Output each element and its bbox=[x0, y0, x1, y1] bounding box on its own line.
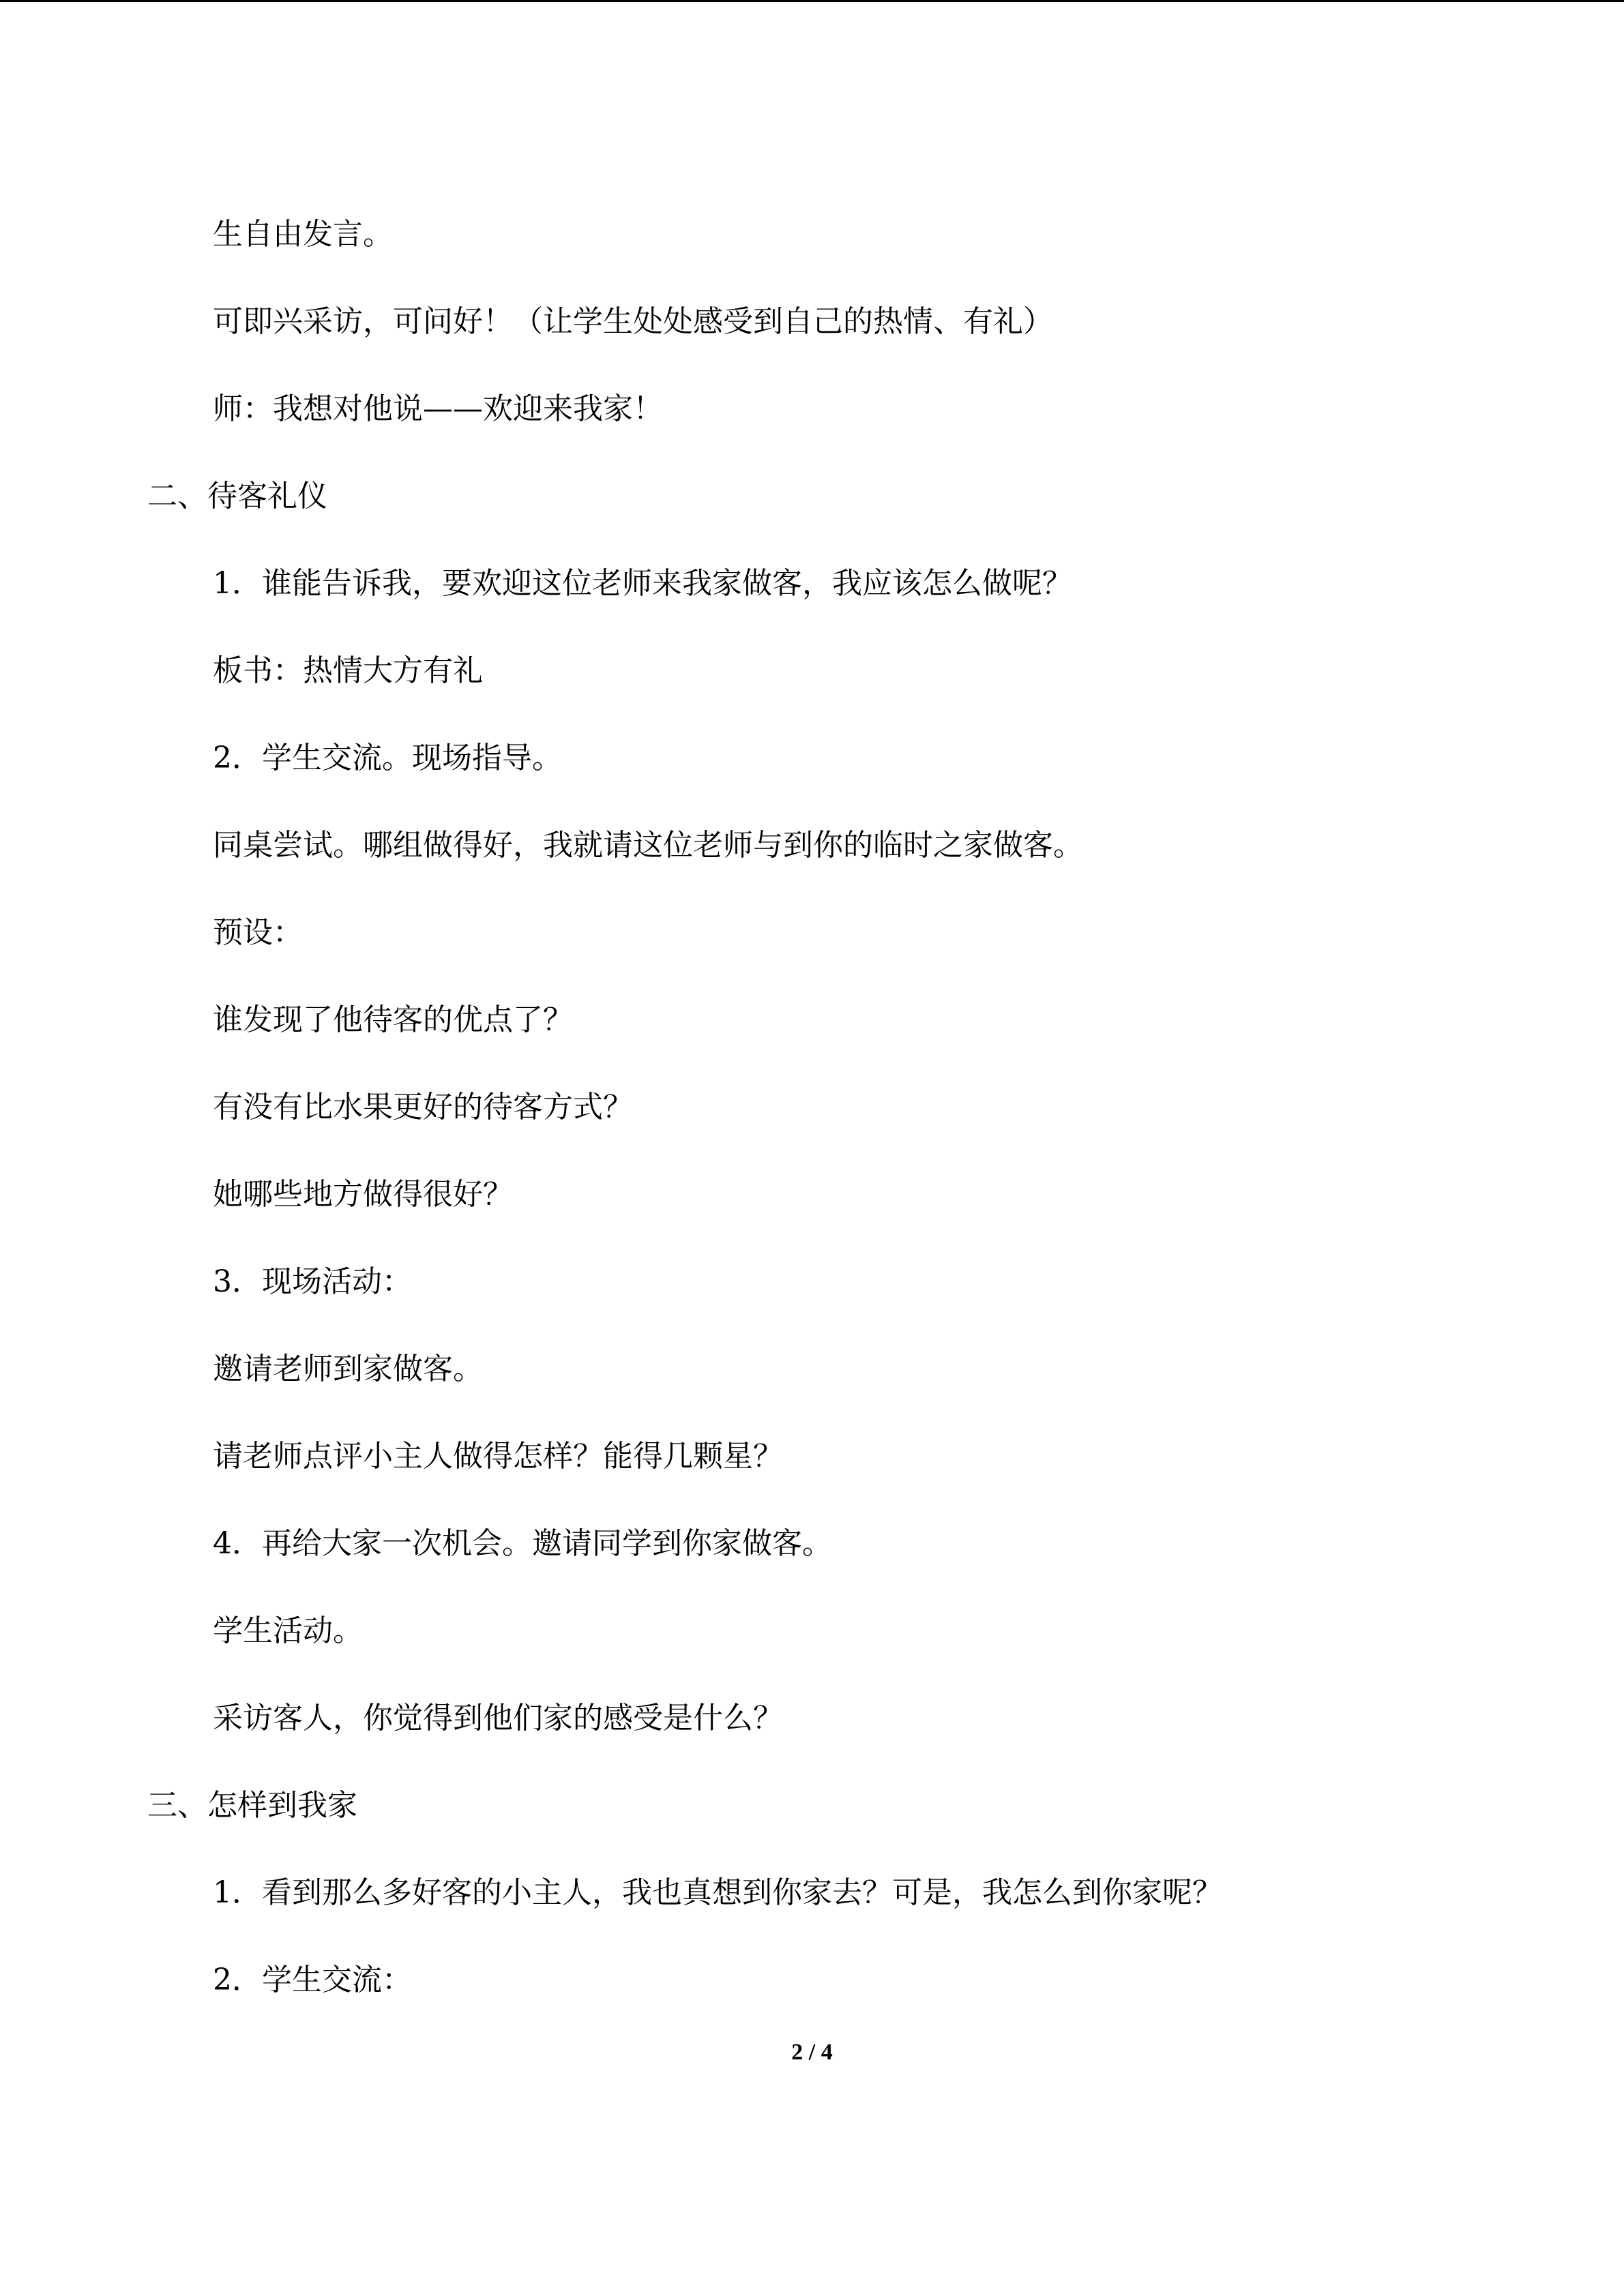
paragraph: 板书：热情大方有礼 bbox=[213, 653, 483, 688]
paragraph: 采访客人，你觉得到他们家的感受是什么？ bbox=[213, 1701, 783, 1735]
paragraph: 4．再给大家一次机会。邀请同学到你家做客。 bbox=[213, 1526, 832, 1561]
paragraph: 1．看到那么多好客的小主人，我也真想到你家去？可是，我怎么到你家呢？ bbox=[213, 1875, 1222, 1910]
paragraph: 学生活动。 bbox=[213, 1613, 363, 1648]
paragraph: 有没有比水果更好的待客方式？ bbox=[213, 1090, 633, 1124]
paragraph: 师：我想对他说——欢迎来我家！ bbox=[213, 391, 663, 426]
top-border-rule bbox=[0, 0, 1624, 2]
section-heading-2: 二、待客礼仪 bbox=[147, 479, 327, 513]
paragraph: 谁发现了他待客的优点了？ bbox=[213, 1002, 573, 1037]
section-heading-3: 三、怎样到我家 bbox=[147, 1788, 357, 1823]
paragraph: 可即兴采访，可问好！（让学生处处感受到自己的热情、有礼） bbox=[213, 304, 1053, 339]
paragraph: 生自由发言。 bbox=[213, 217, 393, 252]
paragraph: 1．谁能告诉我，要欢迎这位老师来我家做客，我应该怎么做呢？ bbox=[213, 566, 1072, 601]
paragraph: 2．学生交流： bbox=[213, 1963, 412, 1997]
paragraph: 请老师点评小主人做得怎样？能得几颗星？ bbox=[213, 1439, 783, 1474]
paragraph: 2．学生交流。现场指导。 bbox=[213, 741, 562, 775]
paragraph: 她哪些地方做得很好？ bbox=[213, 1177, 513, 1212]
page-number: 2 / 4 bbox=[791, 2040, 833, 2065]
paragraph: 同桌尝试。哪组做得好，我就请这位老师与到你的临时之家做客。 bbox=[213, 828, 1083, 863]
paragraph: 邀请老师到家做客。 bbox=[213, 1352, 483, 1386]
paragraph: 3．现场活动： bbox=[213, 1264, 412, 1299]
paragraph: 预设： bbox=[213, 915, 303, 950]
